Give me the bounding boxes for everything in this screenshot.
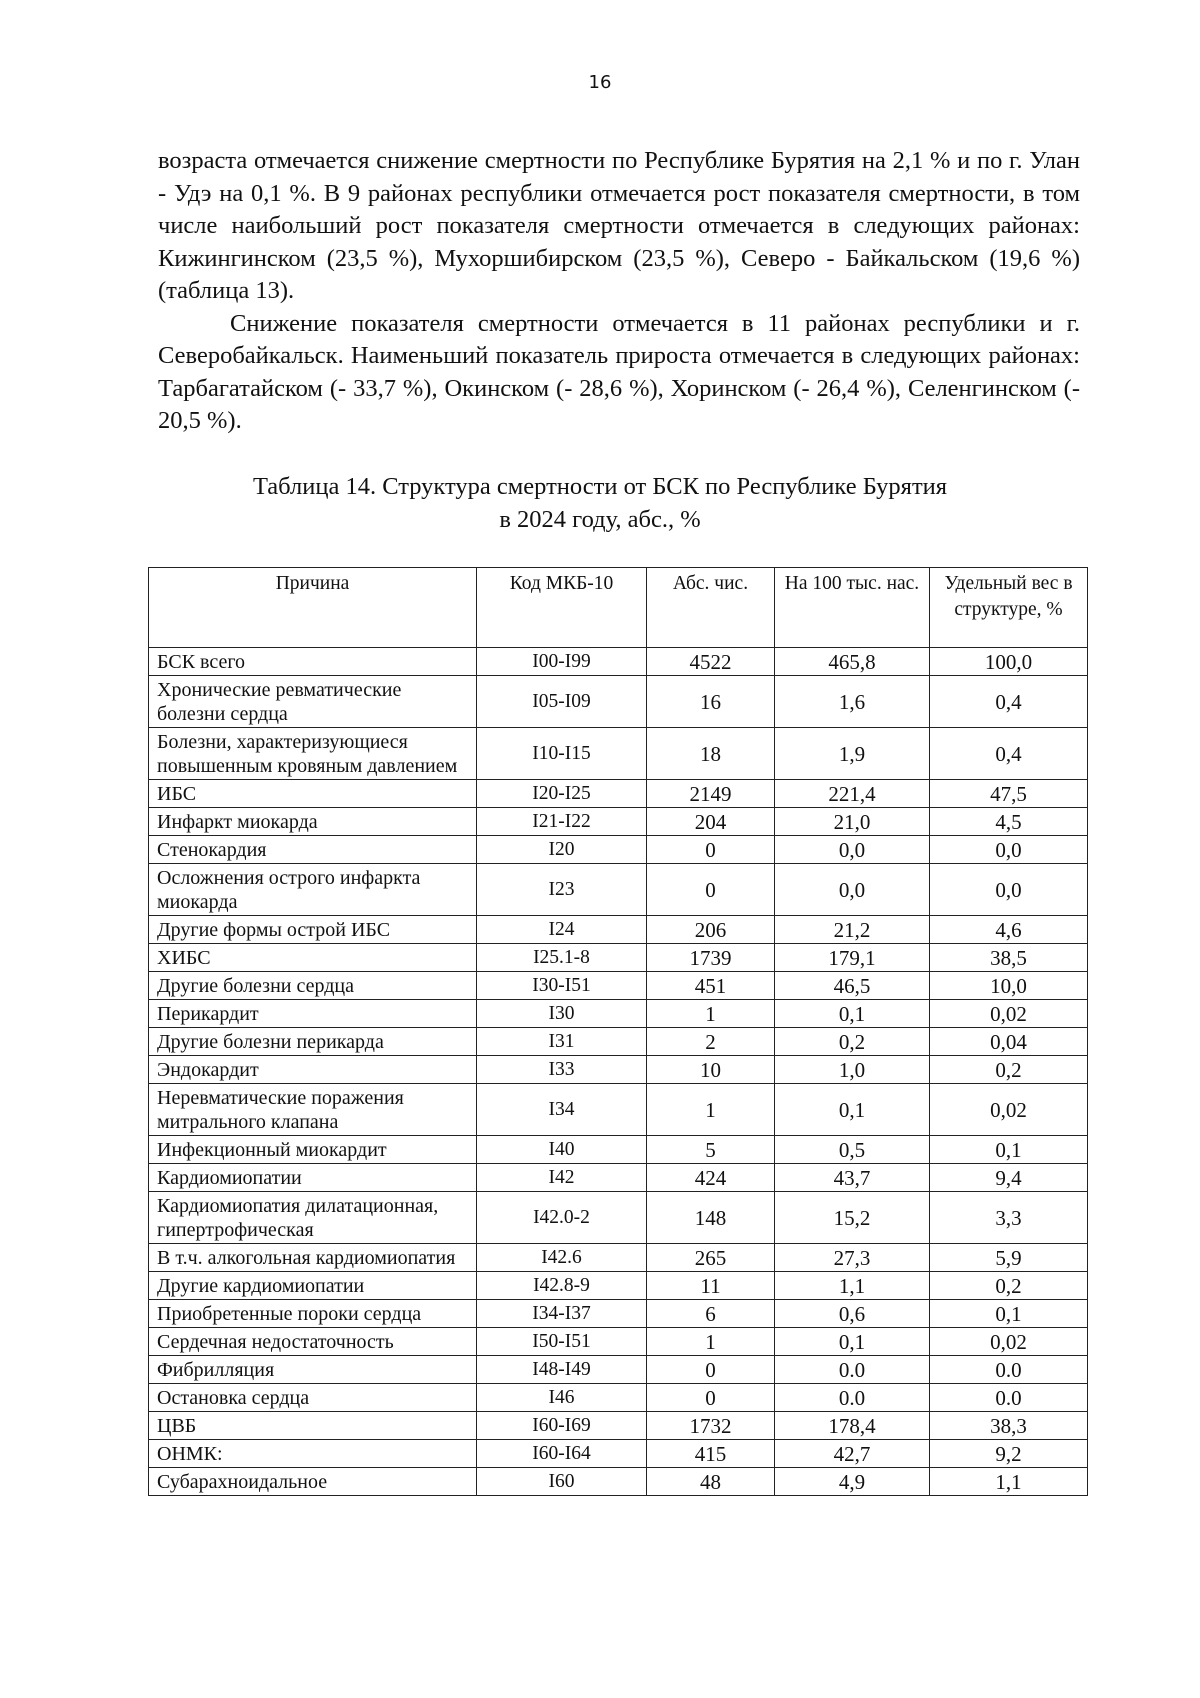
cell-cause: Инфекционный миокардит <box>149 1136 477 1164</box>
cell-per100k: 15,2 <box>775 1192 930 1244</box>
cell-abs: 0 <box>647 1384 775 1412</box>
cell-code: I30 <box>477 1000 647 1028</box>
table-row <box>149 1136 1088 1164</box>
cell-code: I34-I37 <box>477 1300 647 1328</box>
cell-per100k: 1,0 <box>775 1056 930 1084</box>
table-row <box>149 1328 1088 1356</box>
cell-share: 3,3 <box>930 1192 1088 1244</box>
cell-cause: Эндокардит <box>149 1056 477 1084</box>
cell-code: I20 <box>477 836 647 864</box>
cell-abs: 265 <box>647 1244 775 1272</box>
cell-share: 0,04 <box>930 1028 1088 1056</box>
table-row <box>149 1084 1088 1136</box>
cell-share: 0,1 <box>930 1300 1088 1328</box>
cell-abs: 18 <box>647 728 775 780</box>
cell-abs: 2 <box>647 1028 775 1056</box>
cell-code: I33 <box>477 1056 647 1084</box>
cell-share: 0,0 <box>930 864 1088 916</box>
cell-share: 0,1 <box>930 1136 1088 1164</box>
table-row <box>149 1000 1088 1028</box>
cell-share: 38,3 <box>930 1412 1088 1440</box>
cell-cause: ИБС <box>149 780 477 808</box>
cell-share: 0,02 <box>930 1000 1088 1028</box>
cell-code: I60 <box>477 1468 647 1496</box>
cell-cause: Приобретенные пороки сердца <box>149 1300 477 1328</box>
cell-share: 9,2 <box>930 1440 1088 1468</box>
cell-per100k: 27,3 <box>775 1244 930 1272</box>
cell-cause: Стенокардия <box>149 836 477 864</box>
paragraph-2: Снижение показателя смертности отмечается в 11 районах республики и г. Северобайкальск. Наименьший показатель прироста отмечается в следующих районах: Тарбагатайском (- 33,7 %), Окинском (- 28,6 %), Хоринском (- 26,4 %), Селенгинском (- 20,5 %). <box>158 309 1080 434</box>
table-row <box>149 944 1088 972</box>
cell-per100k: 0,0 <box>775 836 930 864</box>
cell-cause: БСК всего <box>149 648 477 676</box>
cell-code: I42 <box>477 1164 647 1192</box>
cell-cause: Остановка сердца <box>149 1384 477 1412</box>
cell-code: I34 <box>477 1084 647 1136</box>
cell-abs: 48 <box>647 1468 775 1496</box>
cell-code: I25.1-8 <box>477 944 647 972</box>
cell-share: 0.0 <box>930 1356 1088 1384</box>
cell-code: I42.0-2 <box>477 1192 647 1244</box>
cell-code: I31 <box>477 1028 647 1056</box>
cell-per100k: 465,8 <box>775 648 930 676</box>
cell-code: I00-I99 <box>477 648 647 676</box>
table-row <box>149 1164 1088 1192</box>
cell-per100k: 0,1 <box>775 1000 930 1028</box>
table-body <box>149 648 1088 1496</box>
cell-share: 38,5 <box>930 944 1088 972</box>
table-row <box>149 1412 1088 1440</box>
cell-abs: 11 <box>647 1272 775 1300</box>
cell-per100k: 21,0 <box>775 808 930 836</box>
table-row <box>149 1028 1088 1056</box>
cell-cause: Другие болезни сердца <box>149 972 477 1000</box>
table-row <box>149 1272 1088 1300</box>
cell-abs: 1 <box>647 1000 775 1028</box>
table-row <box>149 1468 1088 1496</box>
cell-share: 0,4 <box>930 676 1088 728</box>
cell-per100k: 42,7 <box>775 1440 930 1468</box>
cell-share: 9,4 <box>930 1164 1088 1192</box>
body-text <box>158 145 1080 438</box>
table-row <box>149 676 1088 728</box>
cell-code: I24 <box>477 916 647 944</box>
cell-per100k: 1,9 <box>775 728 930 780</box>
cell-abs: 148 <box>647 1192 775 1244</box>
table-row <box>149 1192 1088 1244</box>
cell-share: 0,2 <box>930 1272 1088 1300</box>
table-row <box>149 972 1088 1000</box>
cell-cause: Другие формы острой ИБС <box>149 916 477 944</box>
table-row <box>149 1384 1088 1412</box>
cell-cause: Перикардит <box>149 1000 477 1028</box>
cell-cause: Фибрилляция <box>149 1356 477 1384</box>
cell-cause: Кардиомиопатия дилатационная, гипертрофическая <box>149 1192 477 1244</box>
cell-code: I30-I51 <box>477 972 647 1000</box>
cell-abs: 415 <box>647 1440 775 1468</box>
table-caption-line-2: в 2024 году, абс., % <box>499 506 701 533</box>
cell-share: 0.0 <box>930 1384 1088 1412</box>
cell-abs: 1739 <box>647 944 775 972</box>
cell-abs: 206 <box>647 916 775 944</box>
cell-abs: 0 <box>647 864 775 916</box>
cell-per100k: 46,5 <box>775 972 930 1000</box>
cell-abs: 451 <box>647 972 775 1000</box>
cell-per100k: 221,4 <box>775 780 930 808</box>
cell-code: I42.8-9 <box>477 1272 647 1300</box>
cell-per100k: 0,6 <box>775 1300 930 1328</box>
cell-per100k: 1,1 <box>775 1272 930 1300</box>
table-caption <box>0 470 1200 536</box>
cell-code: I40 <box>477 1136 647 1164</box>
cell-code: I60-I64 <box>477 1440 647 1468</box>
cell-abs: 1 <box>647 1328 775 1356</box>
cell-cause: Сердечная недостаточность <box>149 1328 477 1356</box>
cell-share: 4,6 <box>930 916 1088 944</box>
header-abs: Абс. чис. <box>647 568 775 648</box>
paragraph-1: возраста отмечается снижение смертности по Республике Бурятия на 2,1 % и по г. Улан - Удэ на 0,1 %. В 9 районах республики отмечается рост показателя смертности, в том числе наибольший рост показателя смертности отмечается в следующих районах: Кижингинском (23,5 %), Мухоршибирском (23,5 %), Северо - Байкальском (19,6 %) (таблица 13). <box>158 147 1080 304</box>
cell-share: 47,5 <box>930 780 1088 808</box>
cell-cause: Хронические ревматические болезни сердца <box>149 676 477 728</box>
cell-abs: 1732 <box>647 1412 775 1440</box>
cell-per100k: 0,0 <box>775 864 930 916</box>
cell-code: I23 <box>477 864 647 916</box>
table-row <box>149 836 1088 864</box>
cell-cause: Кардиомиопатии <box>149 1164 477 1192</box>
cell-per100k: 21,2 <box>775 916 930 944</box>
cell-abs: 1 <box>647 1084 775 1136</box>
cell-abs: 16 <box>647 676 775 728</box>
table-row <box>149 916 1088 944</box>
cell-cause: В т.ч. алкогольная кардиомиопатия <box>149 1244 477 1272</box>
cell-abs: 4522 <box>647 648 775 676</box>
cell-code: I42.6 <box>477 1244 647 1272</box>
cell-abs: 0 <box>647 1356 775 1384</box>
page-number: 16 <box>588 72 612 93</box>
cell-cause: Болезни, характеризующиеся повышенным кровяным давлением <box>149 728 477 780</box>
header-code: Код МКБ-10 <box>477 568 647 648</box>
table-row <box>149 1056 1088 1084</box>
cell-share: 0,02 <box>930 1084 1088 1136</box>
cell-cause: Другие кардиомиопатии <box>149 1272 477 1300</box>
cell-abs: 204 <box>647 808 775 836</box>
cell-cause: Осложнения острого инфаркта миокарда <box>149 864 477 916</box>
cell-abs: 6 <box>647 1300 775 1328</box>
table-row <box>149 1300 1088 1328</box>
table-row <box>149 1244 1088 1272</box>
header-per100k: На 100 тыс. нас. <box>775 568 930 648</box>
cell-code: I60-I69 <box>477 1412 647 1440</box>
cell-share: 5,9 <box>930 1244 1088 1272</box>
table-caption-line-1: Таблица 14. Структура смертности от БСК по Республике Бурятия <box>252 473 948 500</box>
cell-per100k: 0,1 <box>775 1328 930 1356</box>
cell-code: I05-I09 <box>477 676 647 728</box>
table-row <box>149 1356 1088 1384</box>
table-row <box>149 648 1088 676</box>
cell-share: 10,0 <box>930 972 1088 1000</box>
table-row <box>149 864 1088 916</box>
table-row <box>149 808 1088 836</box>
cell-per100k: 1,6 <box>775 676 930 728</box>
cell-cause: Субарахноидальное <box>149 1468 477 1496</box>
cell-per100k: 0,1 <box>775 1084 930 1136</box>
cell-per100k: 179,1 <box>775 944 930 972</box>
cell-cause: Инфаркт миокарда <box>149 808 477 836</box>
cell-code: I50-I51 <box>477 1328 647 1356</box>
cell-abs: 2149 <box>647 780 775 808</box>
cell-share: 0,0 <box>930 836 1088 864</box>
cell-per100k: 178,4 <box>775 1412 930 1440</box>
cell-cause: ЦВБ <box>149 1412 477 1440</box>
cell-per100k: 0,5 <box>775 1136 930 1164</box>
cell-code: I21-I22 <box>477 808 647 836</box>
cell-code: I48-I49 <box>477 1356 647 1384</box>
cell-share: 0,4 <box>930 728 1088 780</box>
cell-per100k: 0.0 <box>775 1356 930 1384</box>
cell-per100k: 43,7 <box>775 1164 930 1192</box>
cell-abs: 10 <box>647 1056 775 1084</box>
table-row <box>149 728 1088 780</box>
table-row <box>149 780 1088 808</box>
cell-code: I20-I25 <box>477 780 647 808</box>
cell-share: 0,02 <box>930 1328 1088 1356</box>
cell-share: 4,5 <box>930 808 1088 836</box>
cell-cause: Другие болезни перикарда <box>149 1028 477 1056</box>
cell-per100k: 4,9 <box>775 1468 930 1496</box>
cell-abs: 424 <box>647 1164 775 1192</box>
cell-per100k: 0.0 <box>775 1384 930 1412</box>
cell-abs: 5 <box>647 1136 775 1164</box>
cell-share: 100,0 <box>930 648 1088 676</box>
cell-cause: Неревматические поражения митрального клапана <box>149 1084 477 1136</box>
cell-code: I10-I15 <box>477 728 647 780</box>
cell-cause: ОНМК: <box>149 1440 477 1468</box>
cell-code: I46 <box>477 1384 647 1412</box>
cell-share: 0,2 <box>930 1056 1088 1084</box>
header-share: Удельный вес в структуре, % <box>930 568 1088 648</box>
header-cause: Причина <box>149 568 477 648</box>
table-row <box>149 1440 1088 1468</box>
mortality-structure-table <box>148 567 1088 1496</box>
cell-abs: 0 <box>647 836 775 864</box>
table-header-row <box>149 568 1088 648</box>
cell-share: 1,1 <box>930 1468 1088 1496</box>
cell-cause: ХИБС <box>149 944 477 972</box>
cell-per100k: 0,2 <box>775 1028 930 1056</box>
